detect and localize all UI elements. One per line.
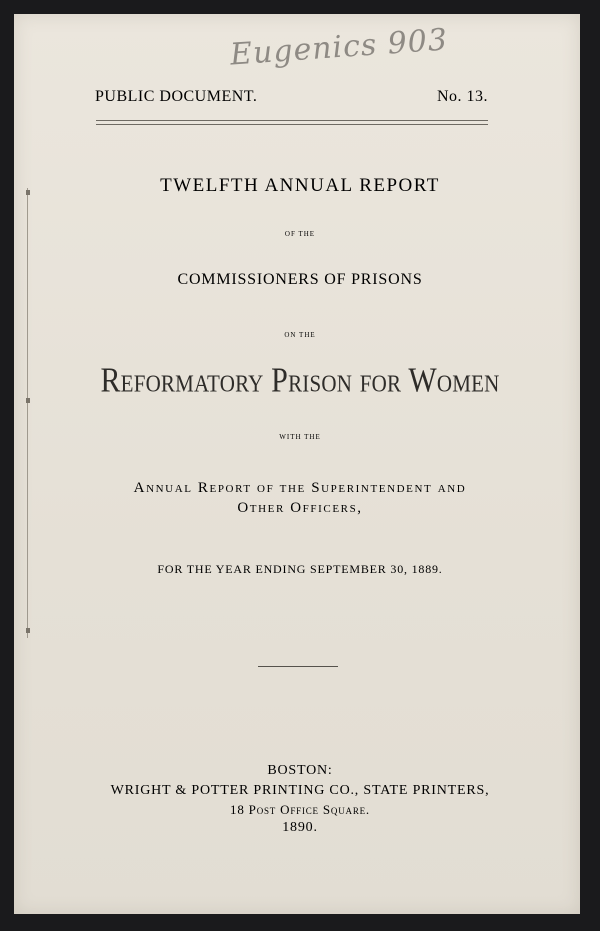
report-period: FOR THE YEAR ENDING SEPTEMBER 30, 1889. xyxy=(157,562,443,576)
imprint-printer: WRIGHT & POTTER PRINTING CO., STATE PRINTERS, xyxy=(110,783,490,798)
subtitle-line-1: Annual Report of the Superintendent and xyxy=(133,480,467,496)
document-number: No. 13. xyxy=(436,88,488,105)
header-rule xyxy=(96,120,488,125)
main-title: Reformatory Prison for Women xyxy=(100,360,500,400)
handwritten-note: Eugenics 903 xyxy=(229,22,450,73)
imprint-address: 18 Post Office Square. xyxy=(230,802,370,817)
divider-rule xyxy=(258,666,338,667)
document-cover xyxy=(14,14,580,914)
subtitle-line-2: Other Officers, xyxy=(237,500,363,516)
connector-on-the: ON THE xyxy=(284,331,316,339)
connector-with-the: WITH THE xyxy=(279,433,321,441)
document-type-label: PUBLIC DOCUMENT. xyxy=(95,88,258,105)
imprint-city: BOSTON: xyxy=(267,763,333,778)
commissioners-heading: COMMISSIONERS OF PRISONS xyxy=(177,271,423,288)
imprint-year: 1890. xyxy=(282,820,318,835)
staple-bottom xyxy=(26,628,30,633)
connector-of-the: OF THE xyxy=(284,230,316,238)
document-header xyxy=(95,88,488,106)
report-heading: TWELFTH ANNUAL REPORT xyxy=(160,175,440,196)
